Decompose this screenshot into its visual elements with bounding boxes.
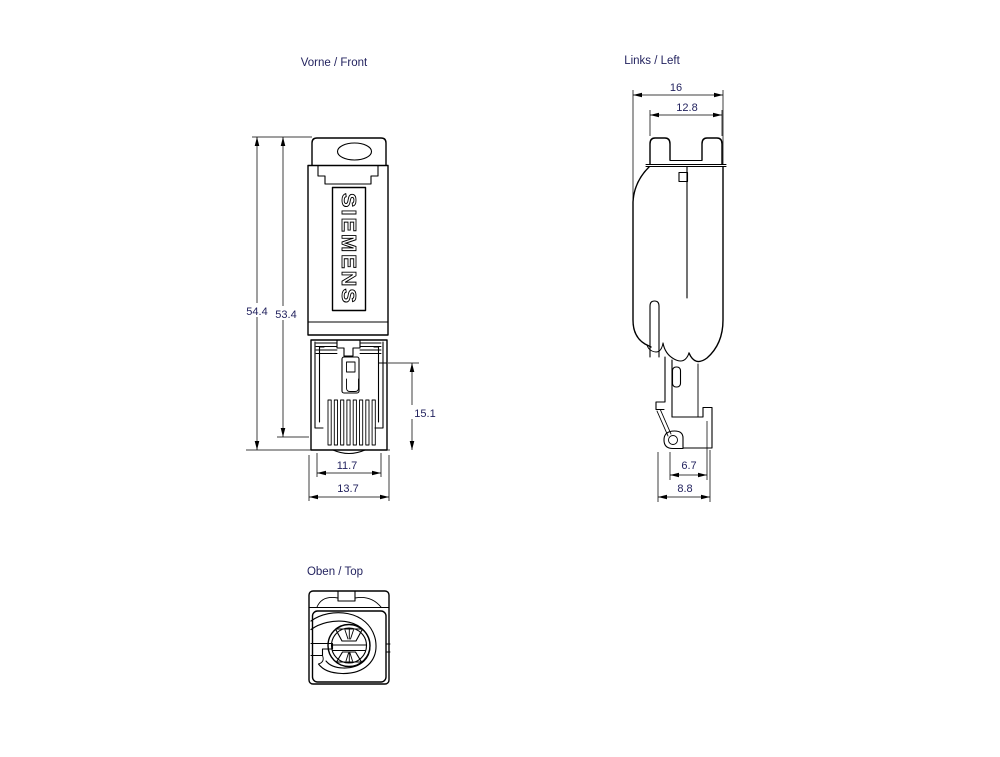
dim-total-height-value: 54.4: [246, 306, 268, 318]
dim-plug-outer-width-value: 13.7: [337, 483, 359, 495]
gland-top-ticks: [345, 630, 354, 640]
foot-clip: [664, 431, 683, 449]
latch-tab: [673, 367, 681, 387]
plug-tab-hole: [347, 362, 356, 372]
dim-plug-inner-width-value: 11.7: [336, 460, 358, 472]
cap-outline: [312, 138, 386, 165]
plug-tab-slot: [347, 379, 359, 392]
plug-contacts: [328, 400, 375, 445]
body-detail-window: [679, 173, 688, 182]
nose-outline: [672, 408, 712, 449]
cap-hole: [338, 143, 372, 160]
dim-body-height-value: 53.4: [275, 309, 297, 321]
plug-center-notch: [337, 340, 360, 356]
top-inner-face: [313, 611, 387, 682]
hook-claw-tail: [319, 656, 324, 665]
top-view-title: Oben / Top: [306, 566, 364, 578]
front-view-outline: [308, 138, 388, 454]
plug-hatch-right: [360, 343, 381, 354]
cap-bump-left: [650, 138, 670, 164]
dim-foot-depth-inner: [670, 421, 707, 480]
cap-bump-right: [702, 138, 722, 164]
body-left-lobe: [647, 343, 663, 352]
dim-overall-depth: [633, 80, 723, 202]
brand-label-text: SIEMENS: [337, 193, 359, 298]
left-view-title: Links / Left: [624, 55, 680, 67]
top-view: [307, 566, 390, 684]
body-notch: [318, 166, 378, 184]
dim-foot-depth-outer-value: 8.8: [677, 483, 693, 495]
left-view-outline: [633, 138, 726, 449]
front-view: [243, 57, 439, 501]
latch-slot: [650, 301, 659, 357]
gland-mid-band: [332, 645, 367, 651]
body-right-lobe: [689, 167, 723, 362]
plug-clip-left: [315, 342, 324, 428]
left-view: [624, 55, 726, 502]
dim-foot-depth-inner-value: 6.7: [681, 460, 697, 472]
dim-plug-height-value: 15.1: [414, 408, 436, 420]
gland-bottom-ticks: [346, 653, 353, 662]
front-view-title: Vorne / Front: [300, 57, 368, 69]
latch-hook-step: [656, 357, 665, 410]
top-tab-arcs: [317, 597, 381, 607]
foot-clip-hole: [669, 436, 678, 445]
dim-cap-depth: [650, 100, 722, 136]
body-mid-lobe: [663, 343, 689, 361]
dim-overall-depth-value: 16: [669, 82, 683, 94]
top-view-outline: [309, 591, 390, 684]
dim-cap-depth-value: 12.8: [676, 102, 698, 114]
dim-plug-height: [388, 363, 439, 450]
top-tab: [338, 591, 355, 601]
dim-body-height: [272, 137, 309, 437]
body-left-edge: [633, 167, 651, 347]
dim-plug-inner-width: [317, 453, 381, 477]
